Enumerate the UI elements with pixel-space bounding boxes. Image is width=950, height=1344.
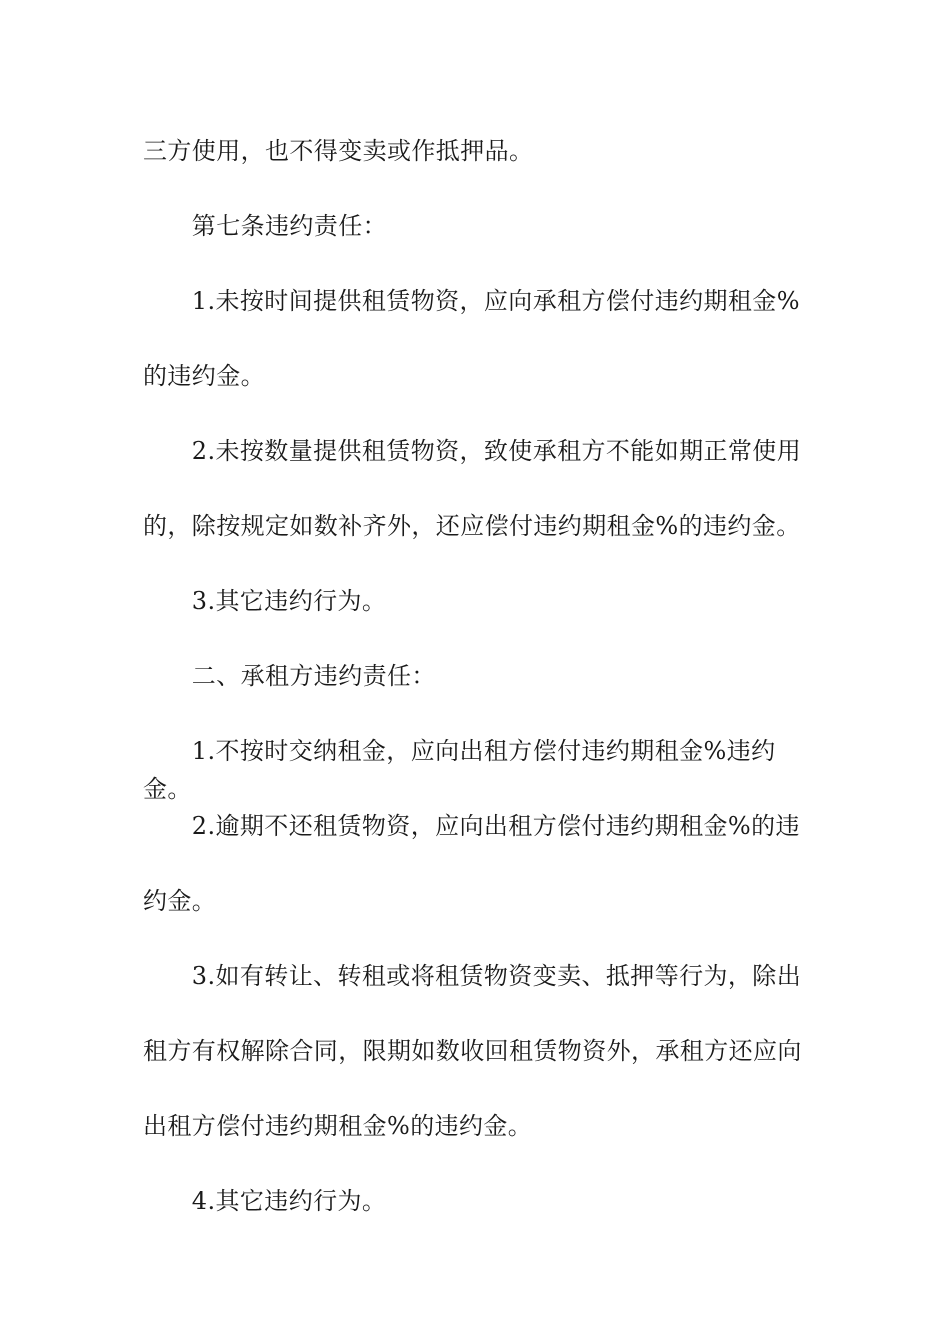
text-line: 租方有权解除合同，限期如数收回租赁物资外，承租方还应向 — [143, 1037, 802, 1065]
text-line: 1.不按时交纳租金，应向出租方偿付违约期租金%违约金。 — [143, 737, 776, 803]
text-line: 1.未按时间提供租赁物资，应向承租方偿付违约期租金% — [143, 287, 800, 315]
text-line: 2.未按数量提供租赁物资，致使承租方不能如期正常使用 — [143, 437, 802, 465]
text-line: 4.其它违约行为。 — [143, 1187, 387, 1215]
text-line: 2.逾期不还租赁物资，应向出租方偿付违约期租金%的违 — [143, 812, 800, 840]
text-line: 二、承租方违约责任： — [143, 662, 436, 690]
text-line: 第七条违约责任： — [143, 212, 387, 240]
text-line: 出租方偿付违约期租金%的违约金。 — [143, 1112, 533, 1140]
text-line: 约金。 — [143, 887, 217, 915]
text-line: 3.其它违约行为。 — [143, 587, 387, 615]
text-line: 的，除按规定如数补齐外，还应偿付违约期租金%的违约金。 — [143, 512, 801, 540]
text-line: 3.如有转让、转租或将租赁物资变卖、抵押等行为，除出 — [143, 962, 802, 990]
text-line: 的违约金。 — [143, 362, 265, 390]
text-line: 三方使用，也不得变卖或作抵押品。 — [143, 137, 534, 165]
document-body — [143, 133, 811, 1258]
